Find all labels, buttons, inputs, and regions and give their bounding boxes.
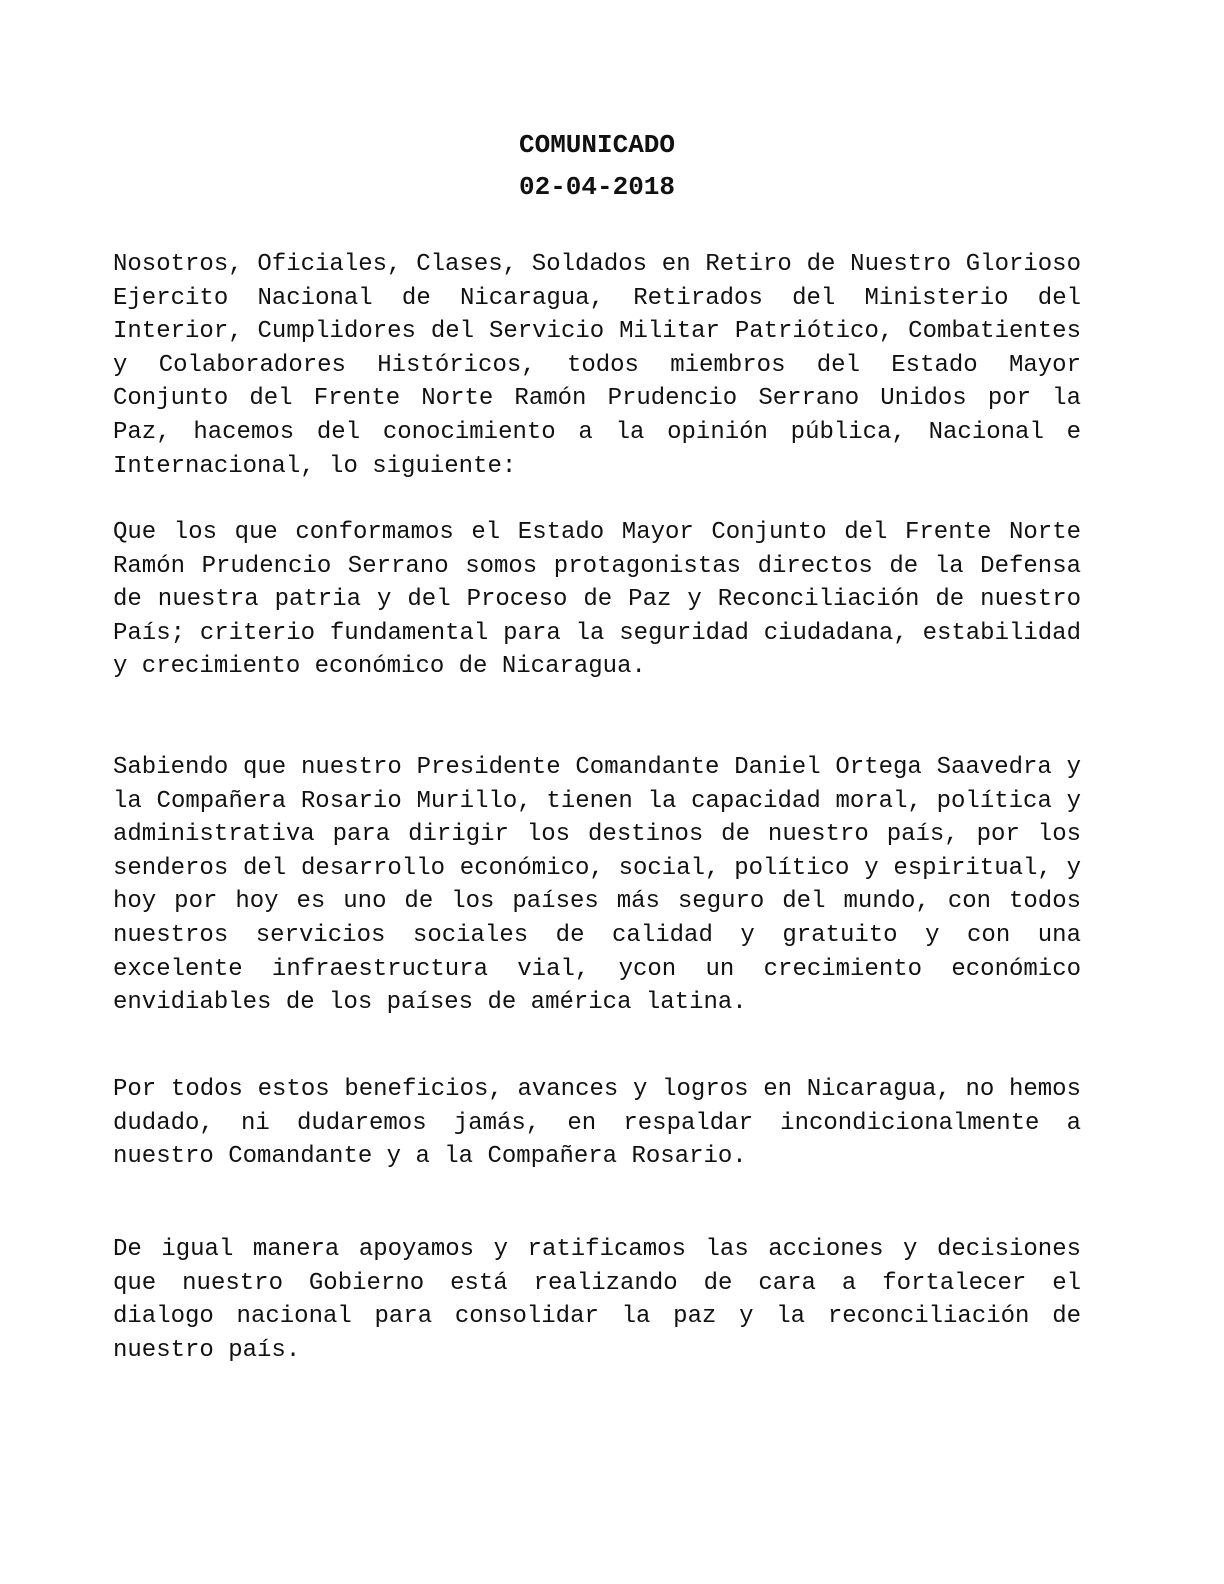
document-header <box>0 124 1194 208</box>
document-title: COMUNICADO <box>518 130 676 160</box>
paragraph-statement: Que los que conformamos el Estado Mayor Conjunto del Frente Norte Ramón Prudencio Serrano somos protagonistas directos de la Defensa de nuestra patria y del Proceso de Paz y Reconciliación de nuestro País; criterio fundamental para la seguridad ciudadana, estabilidad y crecimiento económico de Nicaragua. <box>113 519 1081 681</box>
paragraph-support: Sabiendo que nuestro Presidente Comandante Daniel Ortega Saavedra y la Compañera Rosario Murillo, tienen la capacidad moral, política y administrativa para dirigir los destinos de nuestro país, por los senderos del desarrollo económico, social, político y espiritual, y hoy por hoy es uno de los países más seguro del mundo, con todos nuestros servicios sociales de calidad y gratuito y con una excelente infraestructura vial, ycon un crecimiento económico envidiables de los países de américa latina. <box>113 754 1081 1017</box>
paragraph-ratification: De igual manera apoyamos y ratificamos las acciones y decisiones que nuestro Gobierno está realizando de cara a fortalecer el dialogo nacional para consolidar la paz y la reconciliación de nuestro país. <box>113 1236 1081 1364</box>
paragraph-introduction: Nosotros, Oficiales, Clases, Soldados en Retiro de Nuestro Glorioso Ejercito Nacional de Nicaragua, Retirados del Ministerio del Interior, Cumplidores del Servicio Militar Patriótico, Combatientes y Colaboradores Históricos, todos miembros del Estado Mayor Conjunto del Frente Norte Ramón Prudencio Serrano Unidos por la Paz, hacemos del conocimiento a la opinión pública, Nacional e Internacional, lo siguiente: <box>113 251 1081 480</box>
paragraph-endorsement: Por todos estos beneficios, avances y logros en Nicaragua, no hemos dudado, ni dudaremos jamás, en respaldar incondicionalmente a nuestro Comandante y a la Compañera Rosario. <box>113 1076 1081 1171</box>
document-date: 02-04-2018 <box>518 172 676 202</box>
